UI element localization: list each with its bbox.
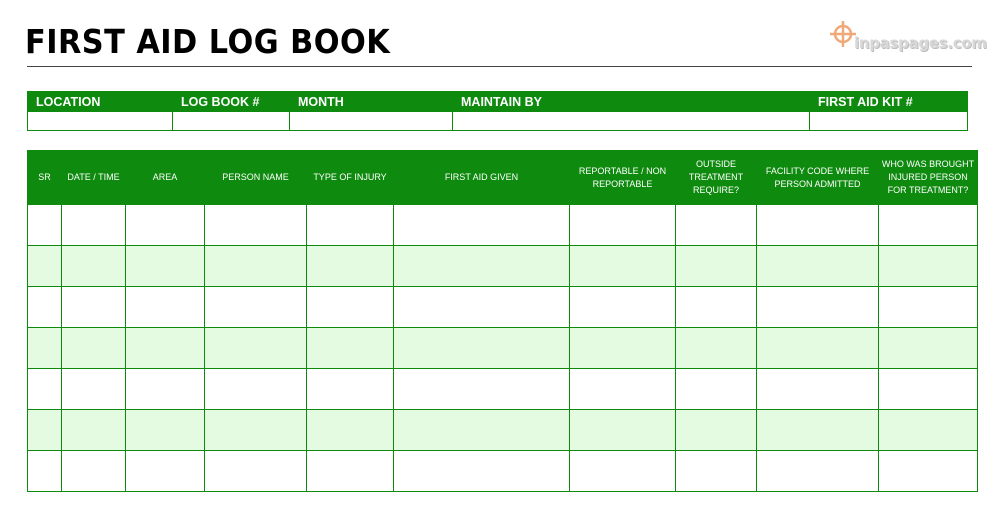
log-cell[interactable] [394,328,570,369]
log-cell[interactable] [879,410,978,451]
log-cell[interactable] [126,410,205,451]
log-cell[interactable] [28,369,62,410]
info-header-row [28,92,968,112]
date-time-header: DATE / TIME [62,151,126,205]
logo [830,18,987,64]
who-brought-header: WHO WAS BROUGHT INJURED PERSON FOR TREATMENT? [879,151,978,205]
log-cell[interactable] [879,451,978,492]
outside-treatment-header: OUTSIDE TREATMENT REQUIRE? [676,151,757,205]
log-cell[interactable] [570,451,676,492]
log-cell[interactable] [394,369,570,410]
log-cell[interactable] [62,205,126,246]
log-cell[interactable] [205,246,307,287]
log-cell[interactable] [28,287,62,328]
maintain-by-field[interactable] [453,112,810,131]
log-cell[interactable] [879,328,978,369]
log-cell[interactable] [879,205,978,246]
log-cell[interactable] [205,369,307,410]
log-cell[interactable] [307,451,394,492]
log-cell[interactable] [676,246,757,287]
log-cell[interactable] [205,287,307,328]
log-cell[interactable] [307,328,394,369]
log-cell[interactable] [757,246,879,287]
log-cell[interactable] [676,205,757,246]
log-body [28,205,978,492]
table-row [28,328,978,369]
log-cell[interactable] [676,328,757,369]
facility-code-header: FACILITY CODE WHERE PERSON ADMITTED [757,151,879,205]
table-row [28,451,978,492]
log-cell[interactable] [757,410,879,451]
log-cell[interactable] [28,451,62,492]
table-row [28,369,978,410]
log-book-number-header: LOG BOOK # [173,92,290,112]
reportable-header: REPORTABLE / NON REPORTABLE [570,151,676,205]
log-cell[interactable] [62,328,126,369]
log-cell[interactable] [676,410,757,451]
info-input-row [28,112,968,131]
log-cell[interactable] [676,451,757,492]
log-cell[interactable] [126,451,205,492]
log-cell[interactable] [570,410,676,451]
first-aid-kit-field[interactable] [810,112,968,131]
info-table [27,91,968,131]
log-cell[interactable] [879,287,978,328]
log-cell[interactable] [394,287,570,328]
page-title: FIRST AID LOG BOOK [25,22,391,61]
log-cell[interactable] [570,369,676,410]
log-cell[interactable] [62,287,126,328]
log-cell[interactable] [126,287,205,328]
blank-header [673,92,810,112]
log-cell[interactable] [307,369,394,410]
log-cell[interactable] [570,287,676,328]
log-cell[interactable] [757,205,879,246]
log-cell[interactable] [676,287,757,328]
month-header: MONTH [290,92,453,112]
log-book-number-field[interactable] [173,112,290,131]
log-cell[interactable] [62,410,126,451]
maintain-by-header: MAINTAIN BY [453,92,673,112]
location-header: LOCATION [28,92,173,112]
log-cell[interactable] [28,205,62,246]
log-cell[interactable] [879,369,978,410]
log-cell[interactable] [62,369,126,410]
logo-text: inpaspages.com [854,34,987,52]
table-row [28,205,978,246]
log-cell[interactable] [126,369,205,410]
log-cell[interactable] [307,246,394,287]
log-cell[interactable] [757,451,879,492]
log-cell[interactable] [307,410,394,451]
sr-header: SR [28,151,62,205]
month-field[interactable] [290,112,453,131]
log-cell[interactable] [28,246,62,287]
title-divider [27,66,972,67]
log-cell[interactable] [205,451,307,492]
log-cell[interactable] [62,451,126,492]
table-row [28,287,978,328]
log-cell[interactable] [205,410,307,451]
person-name-header: PERSON NAME [205,151,307,205]
log-cell[interactable] [394,205,570,246]
log-cell[interactable] [757,369,879,410]
log-cell[interactable] [570,205,676,246]
log-cell[interactable] [757,328,879,369]
log-cell[interactable] [205,205,307,246]
log-table [27,150,978,492]
log-cell[interactable] [394,410,570,451]
table-row [28,246,978,287]
log-cell[interactable] [307,287,394,328]
log-cell[interactable] [28,410,62,451]
area-header: AREA [126,151,205,205]
table-row [28,410,978,451]
log-cell[interactable] [394,451,570,492]
log-cell[interactable] [757,287,879,328]
log-cell[interactable] [879,246,978,287]
log-cell[interactable] [205,328,307,369]
first-aid-given-header: FIRST AID GIVEN [394,151,570,205]
log-header-row [28,151,978,205]
log-cell[interactable] [62,246,126,287]
log-cell[interactable] [570,246,676,287]
first-aid-kit-header: FIRST AID KIT # [810,92,968,112]
log-cell[interactable] [126,328,205,369]
log-cell[interactable] [307,205,394,246]
type-of-injury-header: TYPE OF INJURY [307,151,394,205]
log-cell[interactable] [28,328,62,369]
log-cell[interactable] [126,246,205,287]
location-field[interactable] [28,112,173,131]
log-cell[interactable] [676,369,757,410]
log-cell[interactable] [126,205,205,246]
log-cell[interactable] [570,328,676,369]
log-cell[interactable] [394,246,570,287]
